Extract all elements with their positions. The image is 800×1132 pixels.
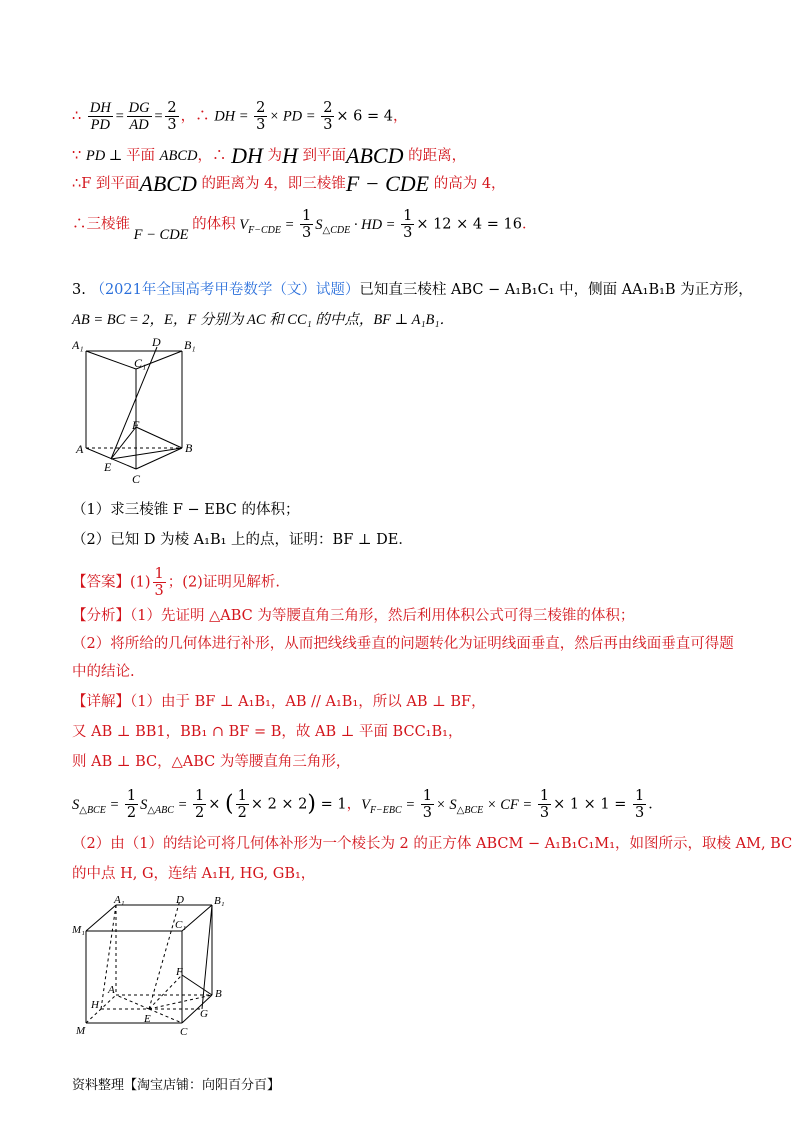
- label-A1: A₁: [72, 338, 84, 352]
- solution-line-4: ∴三棱锥 F − CDE 的体积 $V_{F-CDE}$ = $\frac{1}{3}$ $S_{\triangle CDE}$ · HD = $\frac{1}{3}$ × 12 × 4 = 16．: [72, 208, 537, 243]
- label-B: B: [185, 441, 193, 455]
- answer-line: 【答案】(1) $\frac{1}{3}$ ；(2)证明见解析.: [72, 566, 280, 599]
- solution-line-3: ∴F 到平面ABCD 的距离为 4，即三棱锥F − CDE 的高为 4，: [72, 171, 506, 196]
- figure-prism: [72, 335, 212, 495]
- detail-line-4: $S_{\triangle BCE}$ = $\frac{1}{2}$ $S_{\triangle ABC}$ = $\frac{1}{2}$ × ( $\frac{1}{2}$ × 2 × 2) = 1，$V_{F-EBC}$ = $\frac{1}{3}$ × $S_{\triangle BCE}$ × CF = $\frac{1}{3}$ × 1 × 1 = $\frac{1}{3}$ ．: [72, 788, 663, 821]
- label2-C: C: [180, 1026, 188, 1038]
- label2-B1: B₁: [214, 895, 225, 907]
- label2-M: M: [76, 1025, 86, 1037]
- detail-line-5: （2）由（1）的结论可将几何体补形为一个棱长为 2 的正方体 ABCM − A₁B₁C₁M₁，如图所示，取棱 AM, BC: [72, 836, 793, 852]
- label-C1: C₁: [134, 356, 147, 370]
- label2-A: A: [108, 984, 115, 996]
- label2-H: H: [91, 999, 99, 1011]
- label2-E: E: [144, 1013, 151, 1025]
- label2-C1: C₁: [175, 919, 187, 931]
- label2-G: G: [200, 1008, 208, 1020]
- detail-line-6: 的中点 H, G，连结 A₁H, HG, GB₁，: [72, 866, 316, 882]
- question-1: （1）求三棱锥 F − EBC 的体积；: [72, 502, 300, 518]
- label2-F: F: [176, 966, 183, 978]
- label2-B: B: [215, 988, 222, 1000]
- label-D: D: [152, 335, 161, 349]
- label-A: A: [76, 442, 84, 456]
- solution-line-1: ∴ $\frac{DH}{PD}$ = $\frac{DG}{AD}$ = $\frac{2}{3}$ ，∴ DH = $\frac{2}{3}$ × PD = $\frac{2}{3}$ × 6 = 4，: [72, 100, 408, 133]
- label-F: F: [132, 418, 140, 432]
- question-2: （2）已知 D 为棱 A₁B₁ 上的点，证明：BF ⊥ DE．: [72, 532, 413, 548]
- detail-line-3: 则 AB ⊥ BC，△ABC 为等腰直角三角形，: [72, 754, 351, 770]
- problem-3-stem-line-1: 3. （2021年全国高考甲卷数学（文）试题）已知直三棱柱 ABC − A₁B₁C₁ 中，侧面 AA₁B₁B 为正方形，: [72, 282, 753, 298]
- label2-A1: A₁: [114, 895, 125, 906]
- figure-cube: [72, 895, 242, 1045]
- footer: 资料整理【淘宝店铺：向阳百分百】: [72, 1078, 281, 1093]
- label2-D: D: [176, 895, 184, 906]
- analysis-line-1: 【分析】（1）先证明 △ABC 为等腰直角三角形，然后利用体积公式可得三棱锥的体积；: [72, 608, 635, 624]
- detail-line-1: 【详解】（1）由于 BF ⊥ A₁B₁，AB // A₁B₁，所以 AB ⊥ BF，: [72, 694, 486, 710]
- analysis-line-3: 中的结论.: [72, 664, 135, 680]
- analysis-line-2: （2）将所给的几何体进行补形，从而把线线垂直的问题转化为证明线面垂直，然后再由线面垂直可得题: [72, 636, 734, 652]
- problem-3-stem-line-2: AB = BC = 2，E，F 分别为 AC 和 CC₁ 的中点，BF ⊥ A₁B₁．: [72, 312, 454, 328]
- problem-source: （2021年全国高考甲卷数学（文）试题）: [90, 282, 360, 298]
- solution-line-2: ∵ PD ⊥ 平面 ABCD，∴ DH 为H 到平面ABCD 的距离，: [72, 143, 467, 168]
- label-C: C: [132, 472, 141, 486]
- label2-M1: M₁: [72, 924, 85, 936]
- detail-line-2: 又 AB ⊥ BB1，BB₁ ∩ BF = B，故 AB ⊥ 平面 BCC₁B₁，: [72, 724, 463, 740]
- label-B1: B₁: [184, 338, 196, 352]
- label-E: E: [104, 460, 112, 474]
